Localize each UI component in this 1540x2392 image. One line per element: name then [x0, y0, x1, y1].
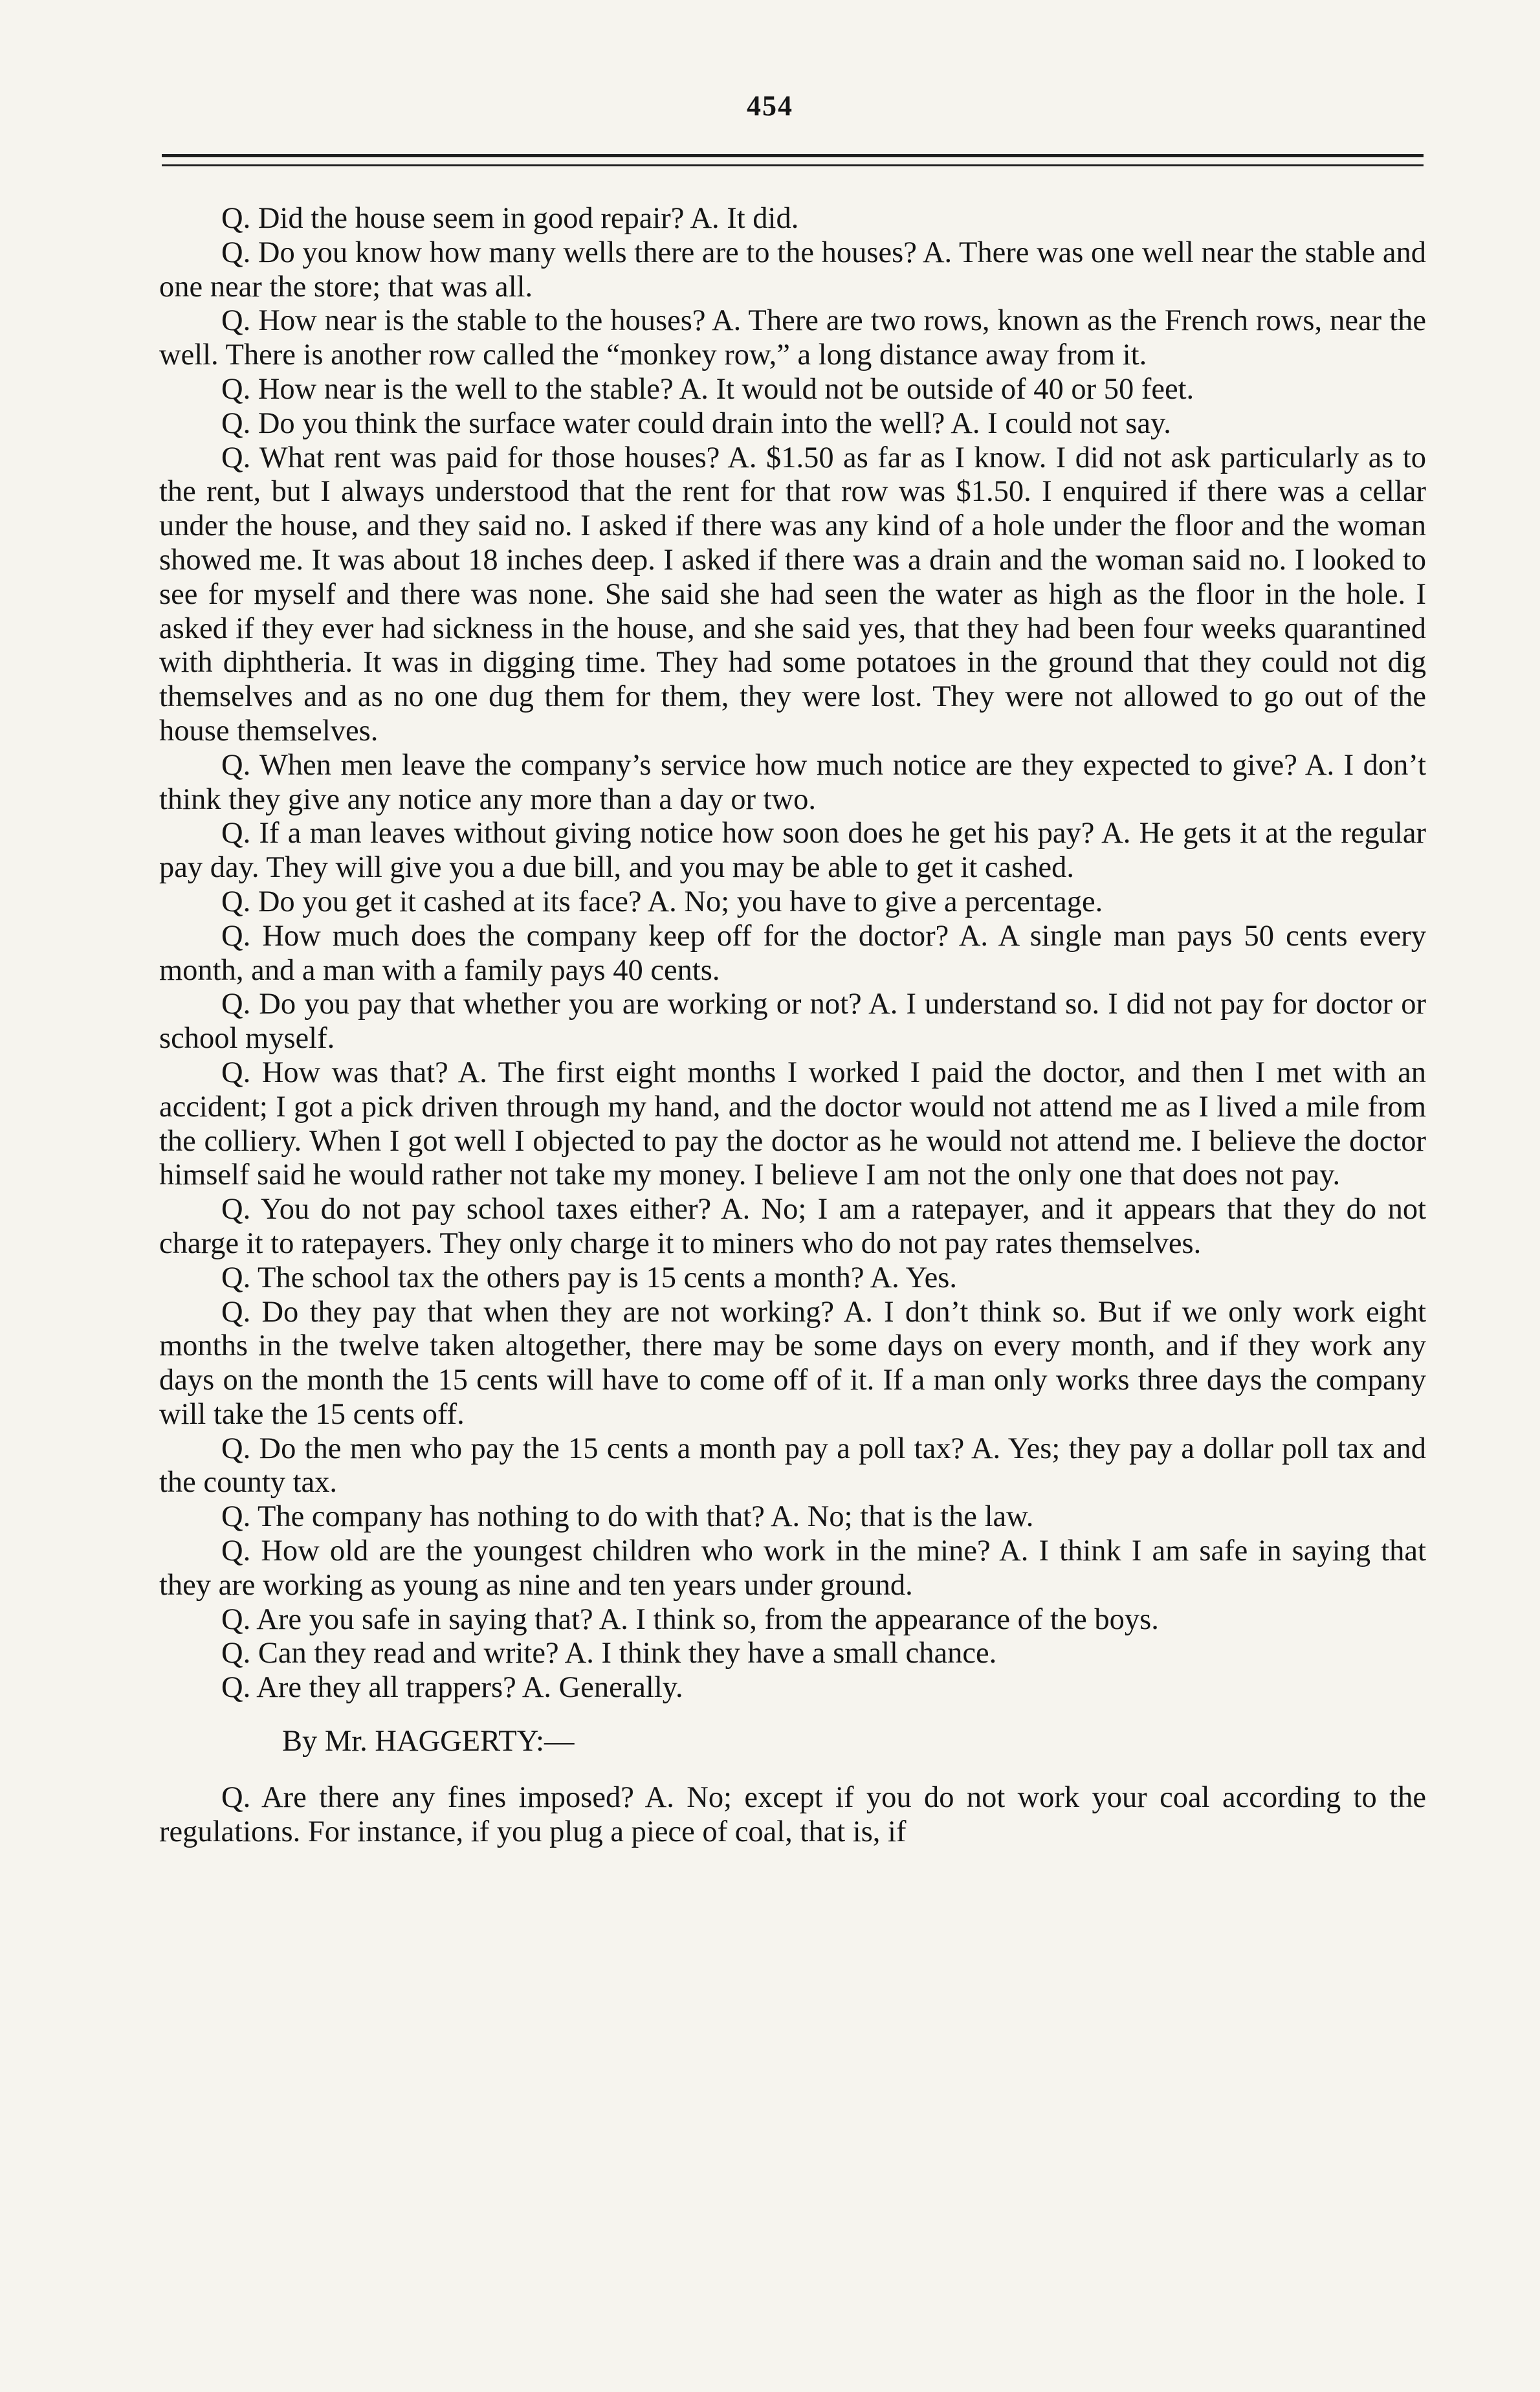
page-number: 454 [747, 90, 793, 122]
examiner-byline: By Mr. HAGGERTY:— [282, 1725, 575, 1758]
testimony-paragraph: Q. Do the men who pay the 15 cents a month pay a poll tax? A. Yes; they pay a dollar poll tax and the county tax. [159, 1432, 1426, 1500]
testimony-paragraph: Q. What rent was paid for those houses? A. $1.50 as far as I know. I did not ask particularly as to the rent, but I always understood that the rent for that row was $1.50. I enquired if there was a cellar under the house, and they said no. I asked if there was any kind of a hole under the floor and the woman showed me. It was about 18 inches deep. I asked if there was a drain and the woman said no. I looked to see for myself and there was none. She said she had seen the water as high as the floor in the hole. I asked if they ever had sickness in the house, and she said yes, that they had been four weeks quarantined with diphtheria. It was in digging time. They had some potatoes in the ground that they could not dig themselves and as no one dug them for them, they were lost. They were not allowed to go out of the house themselves. [159, 441, 1426, 748]
testimony-paragraph: Q. Do you get it cashed at its face? A. No; you have to give a percentage. [221, 885, 1103, 918]
header-rule-thin [162, 164, 1424, 166]
testimony-paragraph: Q. When men leave the company’s service how much notice are they expected to give? A. I don’t think they give any notice any more than a day or two. [159, 748, 1426, 816]
testimony-paragraph: Q. Can they read and write? A. I think they have a small chance. [221, 1637, 997, 1670]
testimony-paragraph: Q. Do you pay that whether you are working or not? A. I understand so. I did not pay for doctor or school myself. [159, 988, 1426, 1056]
testimony-paragraph: Q. Are they all trappers? A. Generally. [221, 1671, 683, 1705]
testimony-paragraph: Q. How was that? A. The first eight months I worked I paid the doctor, and then I met with an accident; I got a pick driven through my hand, and the doctor would not attend me as I lived a mile from the colliery. When I got well I objected to pay the doctor as he would not attend me. I believe the doctor himself said he would rather not take my money. I believe I am not the only one that does not pay. [159, 1056, 1426, 1192]
testimony-text [159, 202, 1426, 1849]
testimony-paragraph: Q. Do you know how many wells there are to the houses? A. There was one well near the stable and one near the store; that was all. [159, 236, 1426, 304]
testimony-paragraph: Q. Did the house seem in good repair? A. It did. [221, 202, 799, 235]
testimony-paragraph: Q. Are you safe in saying that? A. I think so, from the appearance of the boys. [221, 1602, 1159, 1636]
testimony-paragraph: Q. You do not pay school taxes either? A. No; I am a ratepayer, and it appears that they do not charge it to ratepayers. They only charge it to miners who do not pay rates themselves. [159, 1193, 1426, 1260]
header-rule [162, 154, 1424, 157]
testimony-paragraph: Q. If a man leaves without giving notice how soon does he get his pay? A. He gets it at the regular pay day. They will give you a due bill, and you may be able to get it cashed. [159, 817, 1426, 885]
testimony-paragraph: Q. How near is the stable to the houses? A. There are two rows, known as the French rows, near the well. There is another row called the “monkey row,” a long distance away from it. [159, 304, 1426, 372]
testimony-paragraph: Q. Are there any fines imposed? A. No; except if you do not work your coal according to the regulations. For instance, if you plug a piece of coal, that is, if [159, 1780, 1426, 1848]
testimony-paragraph: Q. How much does the company keep off for the doctor? A. A single man pays 50 cents every month, and a man with a family pays 40 cents. [159, 919, 1426, 987]
testimony-paragraph: Q. The company has nothing to do with that? A. No; that is the law. [221, 1500, 1034, 1534]
testimony-paragraph: Q. How near is the well to the stable? A. It would not be outside of 40 or 50 feet. [221, 372, 1194, 406]
testimony-paragraph: Q. Do you think the surface water could drain into the well? A. I could not say. [221, 406, 1171, 440]
testimony-paragraph: Q. Do they pay that when they are not working? A. I don’t think so. But if we only work eight months in the twelve taken altogether, there may be some days on every month, and if they work any days on the month the 15 cents will have to come off of it. If a man only works three days the company will take the 15 cents off. [159, 1295, 1426, 1431]
testimony-paragraph: Q. How old are the youngest children who work in the mine? A. I think I am safe in saying that they are working as young as nine and ten years under ground. [159, 1534, 1426, 1602]
testimony-paragraph: Q. The school tax the others pay is 15 cents a month? A. Yes. [221, 1261, 957, 1294]
